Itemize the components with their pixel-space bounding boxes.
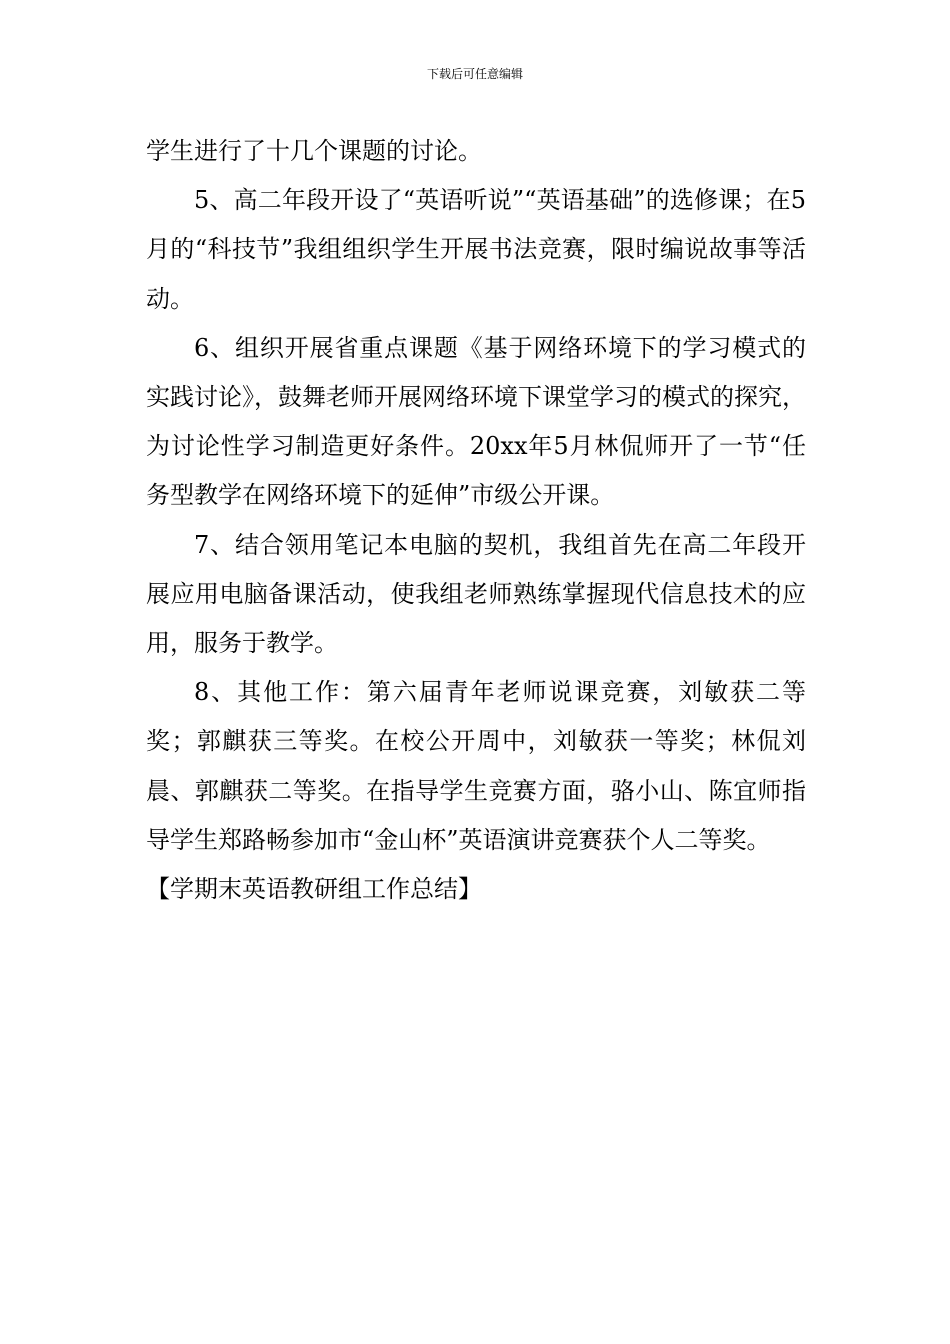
paragraph-item-8: 8、其他工作：第六届青年老师说课竞赛，刘敏获二等奖；郭麒获三等奖。在校公开周中，刘敏获一等奖；林侃刘晨、郭麒获二等奖。在指导学生竞赛方面，骆小山、陈宜师指导学生郑路畅参加市“金山杯”英语演讲竞赛获个人二等奖。 bbox=[146, 678, 806, 854]
paragraph-item-6: 6、组织开展省重点课题《基于网络环境下的学习模式的实践讨论》，鼓舞老师开展网络环境下课堂学习的模式的探究，为讨论性学习制造更好条件。20xx年5月林侃师开了一节“任务型教学在网络环境下的延伸”市级公开课。 bbox=[146, 333, 806, 510]
section-title: 【学期末英语教研组工作总结】 bbox=[146, 875, 482, 904]
document-body bbox=[146, 127, 806, 914]
page-header: 下载后可任意编辑 bbox=[426, 67, 523, 81]
paragraph-continuation: 学生进行了十几个课题的讨论。 bbox=[146, 137, 482, 165]
paragraph-item-5: 5、高二年段开设了“英语听说”“英语基础”的选修课；在5月的“科技节”我组组织学生开展书法竞赛，限时编说故事等活动。 bbox=[146, 186, 806, 313]
paragraph-item-7: 7、结合领用笔记本电脑的契机，我组首先在高二年段开展应用电脑备课活动，使我组老师熟练掌握现代信息技术的应用，服务于教学。 bbox=[146, 530, 806, 658]
